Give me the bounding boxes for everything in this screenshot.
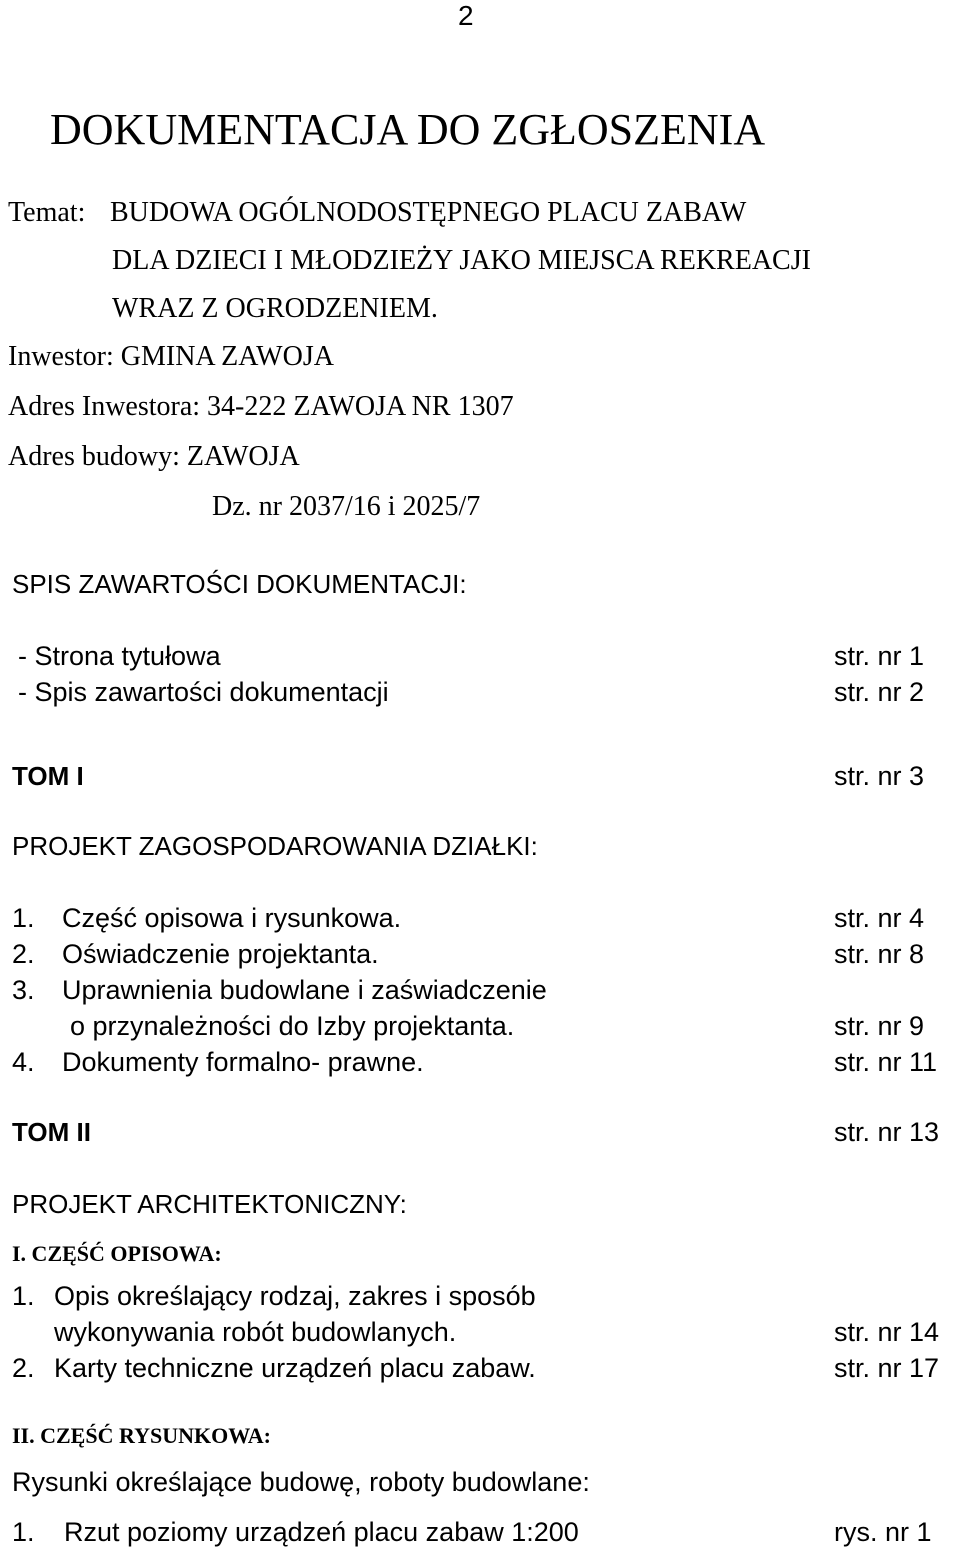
plot-numbers: Dz. nr 2037/16 i 2025/7 (212, 491, 481, 522)
construction-address: Adres budowy: ZAWOJA (8, 441, 300, 472)
page-number: 2 (458, 0, 474, 31)
list-item-number: 2. (12, 939, 35, 969)
toc-item-title-page: - Strona tytułowa (18, 641, 221, 671)
list-item-text: Oświadczenie projektanta. (62, 939, 379, 969)
volume-2-label: TOM II (12, 1117, 91, 1147)
toc-page-ref: str. nr 11 (834, 1047, 938, 1077)
list-item-text: Karty techniczne urządzeń placu zabaw. (54, 1353, 536, 1383)
toc-page-ref: str. nr 8 (834, 939, 925, 969)
toc-item-contents: - Spis zawartości dokumentacji (18, 677, 389, 707)
list-item-number: 3. (12, 975, 35, 1005)
list-item-text: Część opisowa i rysunkowa. (62, 903, 402, 933)
list-item-text: Dokumenty formalno- prawne. (62, 1047, 424, 1077)
subsection-heading-drawings: II. CZĘŚĆ RYSUNKOWA: (12, 1423, 271, 1448)
topic-label: Temat: (8, 197, 86, 228)
topic-line-3: WRAZ Z OGRODZENIEM. (112, 293, 438, 324)
list-item-text-continued: wykonywania robót budowlanych. (54, 1317, 457, 1347)
topic-line-1: BUDOWA OGÓLNODOSTĘPNEGO PLACU ZABAW (110, 197, 747, 228)
toc-page-ref: str. nr 14 (834, 1317, 940, 1347)
section-heading-architectural: PROJEKT ARCHITEKTONICZNY: (12, 1189, 407, 1219)
drawing-ref: rys. nr 1 (834, 1517, 932, 1547)
toc-page-ref: str. nr 3 (834, 761, 925, 791)
list-item-number: 1. (12, 1281, 35, 1311)
list-item-number: 2. (12, 1353, 35, 1383)
list-item-text: Uprawnienia budowlane i zaświadczenie (62, 975, 547, 1005)
toc-page-ref: str. nr 4 (834, 903, 925, 933)
toc-heading: SPIS ZAWARTOŚCI DOKUMENTACJI: (12, 569, 467, 599)
list-item-number: 4. (12, 1047, 35, 1077)
toc-page-ref: str. nr 1 (834, 641, 925, 671)
toc-page-ref: str. nr 17 (834, 1353, 940, 1383)
toc-page-ref: str. nr 13 (834, 1117, 940, 1147)
toc-page-ref: str. nr 2 (834, 677, 925, 707)
toc-page-ref: str. nr 9 (834, 1011, 925, 1041)
list-item-text: Rzut poziomy urządzeń placu zabaw 1:200 (64, 1517, 579, 1547)
list-item-text: Opis określający rodzaj, zakres i sposób (54, 1281, 536, 1311)
volume-1-label: TOM I (12, 761, 84, 791)
drawings-intro: Rysunki określające budowę, roboty budowlane: (12, 1467, 590, 1497)
document-title: DOKUMENTACJA DO ZGŁOSZENIA (50, 105, 766, 154)
investor-address: Adres Inwestora: 34-222 ZAWOJA NR 1307 (8, 391, 514, 422)
investor: Inwestor: GMINA ZAWOJA (8, 341, 334, 372)
subsection-heading-descriptive: I. CZĘŚĆ OPISOWA: (12, 1241, 222, 1266)
list-item-text-continued: o przynależności do Izby projektanta. (70, 1011, 515, 1041)
section-heading-site-plan: PROJEKT ZAGOSPODAROWANIA DZIAŁKI: (12, 831, 538, 861)
topic-line-2: DLA DZIECI I MŁODZIEŻY JAKO MIEJSCA REKREACJI (112, 245, 811, 276)
list-item-number: 1. (12, 903, 35, 933)
list-item-number: 1. (12, 1517, 35, 1547)
